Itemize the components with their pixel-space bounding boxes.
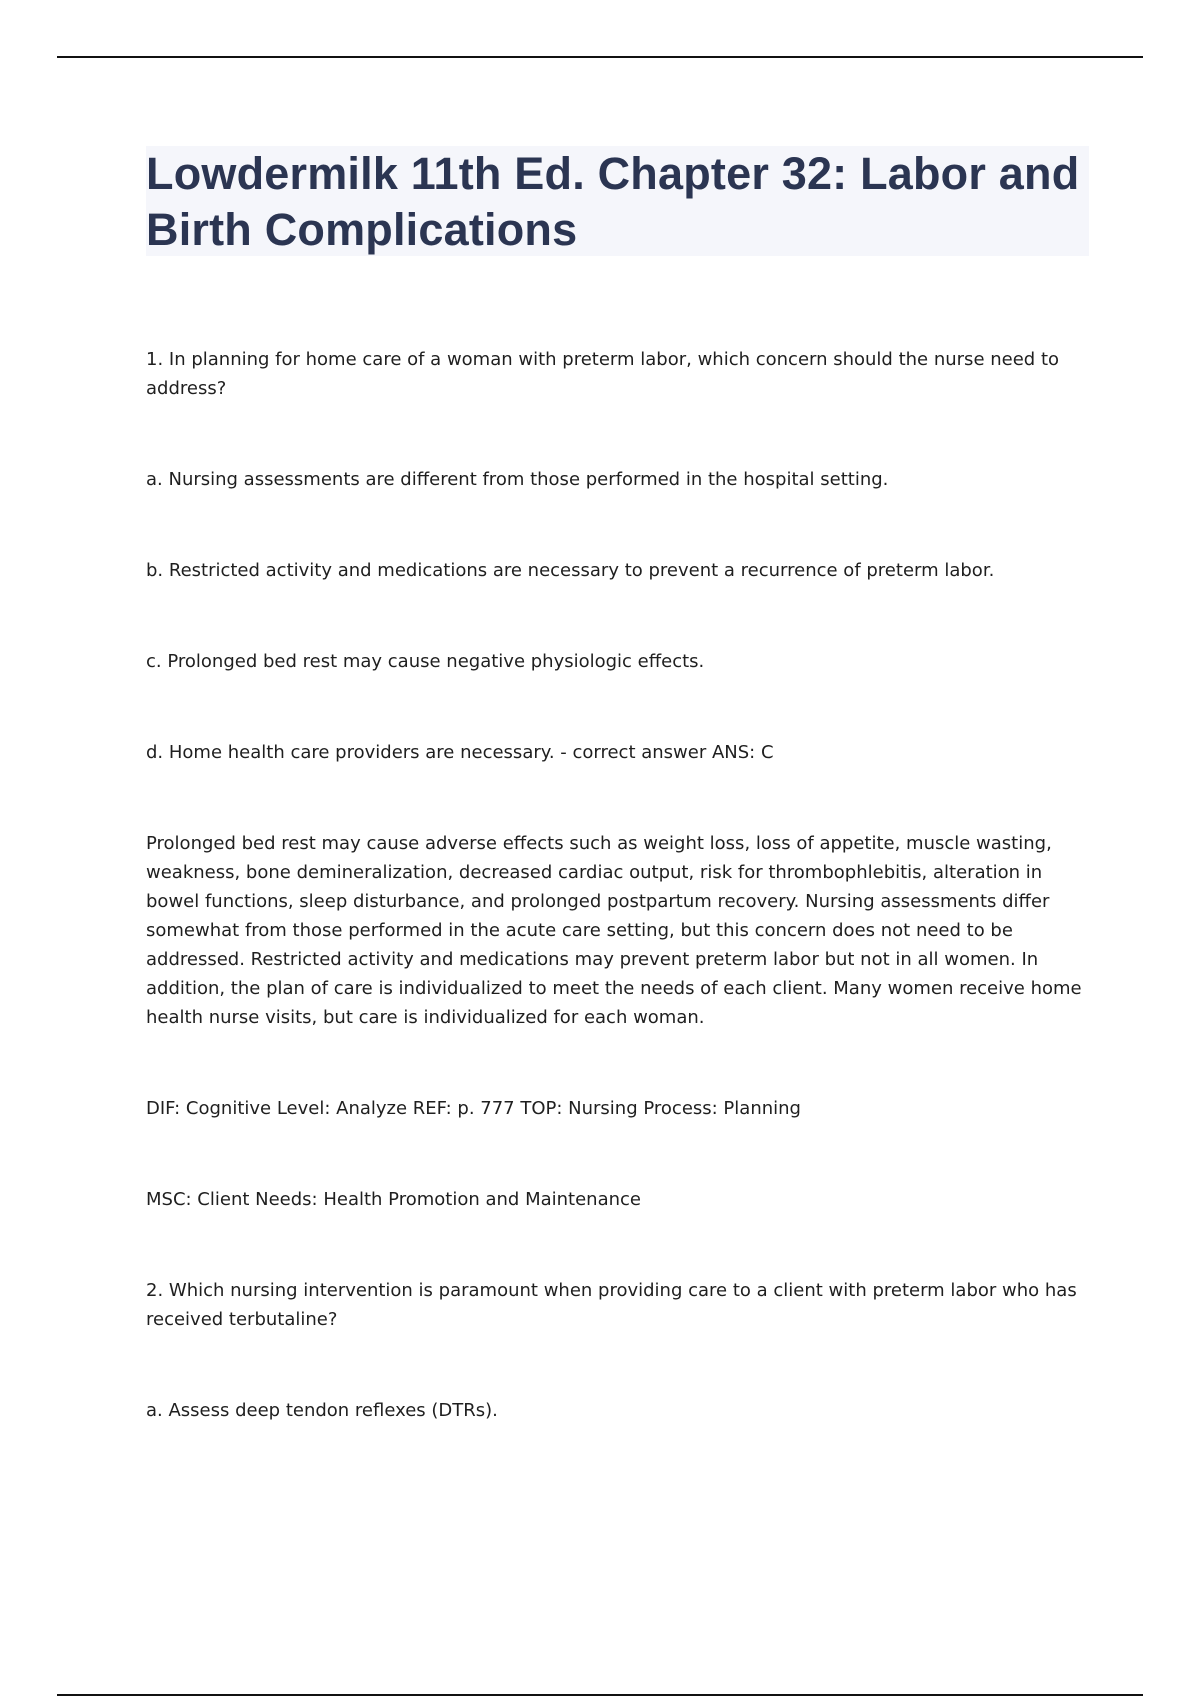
document-body	[146, 345, 1090, 1425]
question-1-option-b: b. Restricted activity and medications are necessary to prevent a recurrence of preterm labor.	[146, 560, 995, 581]
question-1-option-a: a. Nursing assessments are different from those performed in the hospital setting.	[146, 469, 889, 490]
question-1-stem: 1. In planning for home care of a woman with preterm labor, which concern should the nurse need to address?	[146, 349, 1060, 399]
question-2-option-a: a. Assess deep tendon reflexes (DTRs).	[146, 1400, 498, 1421]
question-1-rationale: Prolonged bed rest may cause adverse effects such as weight loss, loss of appetite, muscle wasting, weakness, bone demineralization, decreased cardiac output, risk for thrombophlebitis, alteration in bowel functions, sleep disturbance, and prolonged postpartum recovery. Nursing assessments differ somewhat from those performed in the acute care setting, but this concern does not need to be addressed. Restricted activity and medications may prevent preterm labor but not in all women. In addition, the plan of care is individualized to meet the needs of each client. Many women receive home health nurse visits, but care is individualized for each woman.	[146, 833, 1082, 1028]
question-1-option-d-answer: d. Home health care providers are necessary. - correct answer ANS: C	[146, 742, 774, 763]
document-title: Lowdermilk 11th Ed. Chapter 32: Labor and Birth Complications	[146, 148, 1080, 255]
question-1-dif-line: DIF: Cognitive Level: Analyze REF: p. 777 TOP: Nursing Process: Planning	[146, 1098, 801, 1119]
question-2-stem: 2. Which nursing intervention is paramount when providing care to a client with preterm labor who has received terbutaline?	[146, 1280, 1077, 1330]
question-1-msc-line: MSC: Client Needs: Health Promotion and Maintenance	[146, 1189, 641, 1210]
footer-rule	[57, 1694, 1143, 1696]
question-1-option-c: c. Prolonged bed rest may cause negative physiologic effects.	[146, 651, 705, 672]
title-banner	[146, 146, 1089, 256]
header-rule	[57, 56, 1143, 58]
